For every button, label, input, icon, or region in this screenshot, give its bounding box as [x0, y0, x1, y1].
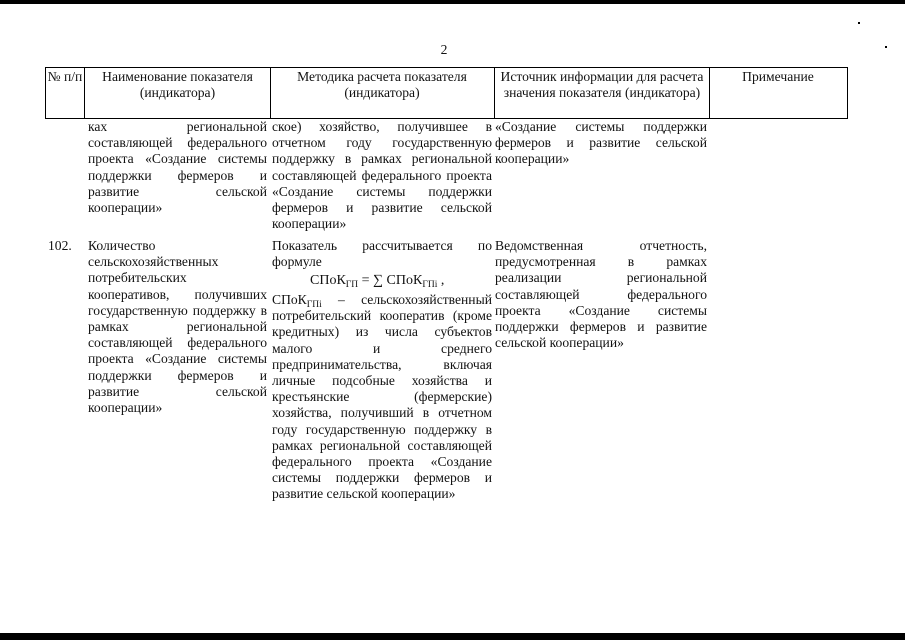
header-note: Примечание — [742, 69, 814, 84]
top-border — [0, 0, 905, 4]
continuation-method: ское) хозяйство, получившее в отчетном году государственную поддержку в рамках региональной составляющей федерального проекта «Создание системы поддержки фермеров и развитие сельской кооперации» — [272, 119, 492, 232]
row-number: 102. — [48, 238, 72, 253]
method-intro: Показатель рассчитывается по формуле — [272, 238, 492, 270]
scan-speck — [885, 46, 887, 48]
header-name: Наименование показателя (индикатора) — [102, 69, 253, 101]
header-num: № п/п — [47, 69, 83, 84]
continuation-source: «Создание системы поддержки фермеров и развитие сельской кооперации» — [495, 119, 707, 167]
scan-speck — [858, 22, 860, 24]
bottom-border — [0, 633, 905, 640]
header-source: Источник информации для расчета значения показателя (индикатора) — [500, 69, 704, 101]
indicator-name: Количество сельскохозяйственных потребительских кооперативов, получивших государственную поддержку в рамках региональной составляющей федерального проекта «Создание системы поддержки фермеров и развитие сельской кооперации» — [88, 238, 267, 416]
formula: СПоК$_{ГП}$ = ∑ СПоК$_{ГПi}$ , — [310, 273, 445, 290]
header-method: Методика расчета показателя (индикатора) — [297, 69, 467, 101]
method-definition: СПоК$_{ГПi}$ – сельскохозяйственный потребительский кооператив (кроме кредитных) из числа субъектов малого и среднего предпринимательства, включая личные подсобные хозяйства и крестьянские (фермерские) хозяйства, получивший в отчетном году государственную поддержку в рамках региональной составляющей федерального проекта «Создание системы поддержки фермеров и развитие сельской кооперации» — [272, 292, 492, 502]
continuation-name: ках региональной составляющей федерального проекта «Создание системы поддержки фермеров и развитие сельской кооперации» — [88, 119, 267, 216]
source-text: Ведомственная отчетность, предусмотренная в рамках реализации региональной составляющей федерального проекта «Создание системы поддержки фермеров и развитие сельской кооперации» — [495, 238, 707, 351]
page-number: 2 — [440, 42, 448, 57]
